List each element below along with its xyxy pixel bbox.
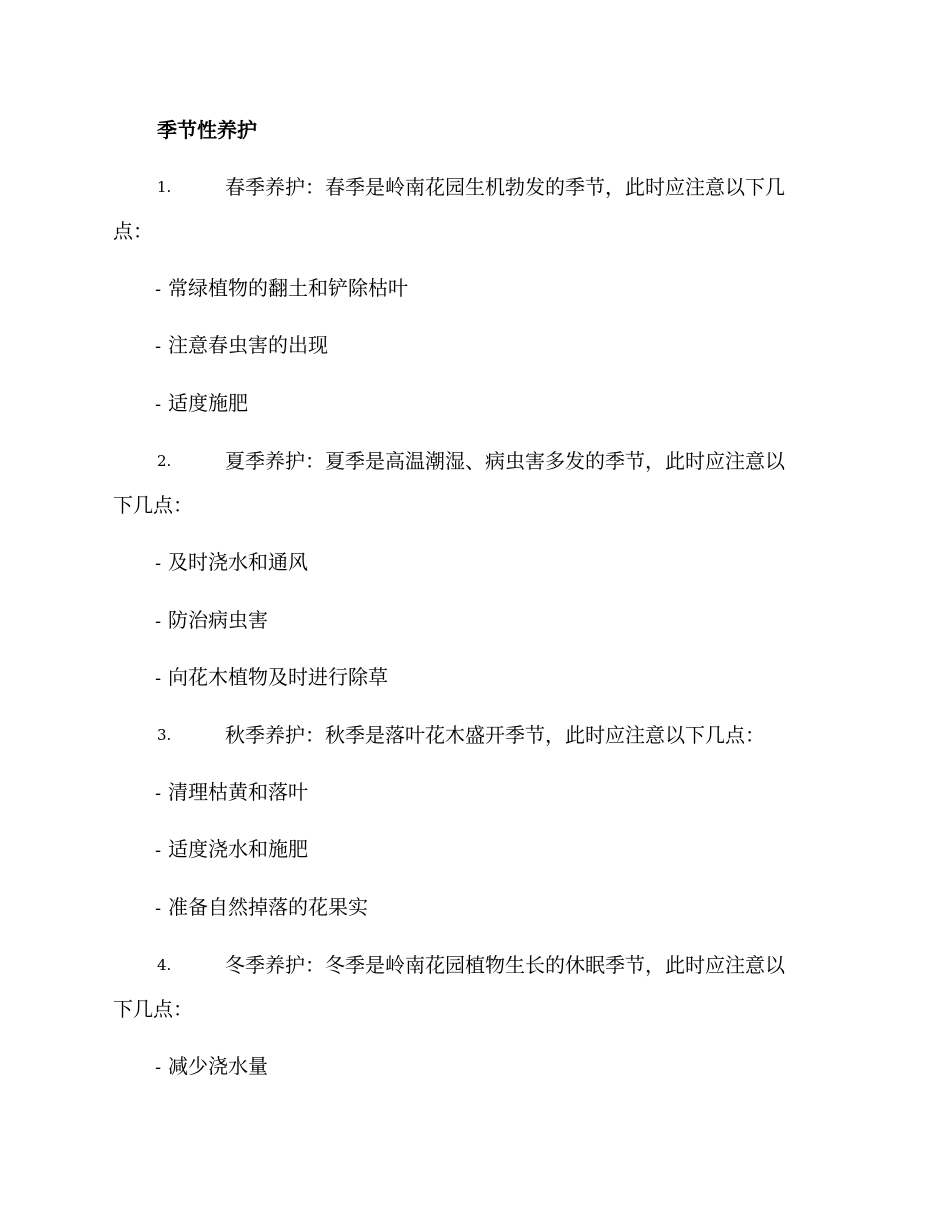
item-text-line-2: 点： xyxy=(113,219,153,243)
item-text-line-2: 下几点： xyxy=(113,493,193,517)
bullet-item xyxy=(155,274,408,304)
bullet-item xyxy=(155,389,248,419)
item-text-line-2: 下几点： xyxy=(113,997,193,1021)
bullet-text: 准备自然掉落的花果实 xyxy=(168,895,368,919)
bullet-item xyxy=(155,835,308,865)
bullet-text: 清理枯黄和落叶 xyxy=(168,780,308,804)
bullet-text: 减少浇水量 xyxy=(168,1054,268,1078)
bullet-item xyxy=(155,663,388,693)
bullet-marker: - xyxy=(155,612,162,632)
bullet-item xyxy=(155,548,308,578)
bullet-text: 常绿植物的翻土和铲除枯叶 xyxy=(168,276,408,300)
item-number: 4. xyxy=(157,956,172,974)
bullet-marker: - xyxy=(155,1058,162,1078)
bullet-item xyxy=(155,1052,268,1082)
bullet-item xyxy=(155,331,328,361)
bullet-marker: - xyxy=(155,784,162,804)
item-text-line-1: 夏季养护：夏季是高温潮湿、病虫害多发的季节，此时应注意以 xyxy=(225,449,785,473)
bullet-marker: - xyxy=(155,669,162,689)
bullet-marker: - xyxy=(155,841,162,861)
bullet-text: 注意春虫害的出现 xyxy=(168,333,328,357)
item-text-line-1: 春季养护：春季是岭南花园生机勃发的季节，此时应注意以下几 xyxy=(225,175,785,199)
bullet-text: 防治病虫害 xyxy=(168,608,268,632)
bullet-marker: - xyxy=(155,395,162,415)
item-number: 1. xyxy=(157,178,172,196)
bullet-text: 适度施肥 xyxy=(168,391,248,415)
bullet-marker: - xyxy=(155,554,162,574)
bullet-text: 向花木植物及时进行除草 xyxy=(168,665,388,689)
bullet-item xyxy=(155,893,368,923)
item-number: 2. xyxy=(157,452,172,470)
bullet-marker: - xyxy=(155,337,162,357)
bullet-item xyxy=(155,778,308,808)
bullet-text: 及时浇水和通风 xyxy=(168,550,308,574)
bullet-item xyxy=(155,606,268,636)
item-text-line-1: 冬季养护：冬季是岭南花园植物生长的休眠季节，此时应注意以 xyxy=(225,953,785,977)
numbered-item-1 xyxy=(113,165,838,253)
numbered-item-3 xyxy=(113,713,838,757)
bullet-text: 适度浇水和施肥 xyxy=(168,837,308,861)
numbered-item-4 xyxy=(113,943,838,1031)
bullet-marker: - xyxy=(155,280,162,300)
section-heading: 季节性养护 xyxy=(157,118,257,142)
item-text-line-1: 秋季养护：秋季是落叶花木盛开季节，此时应注意以下几点： xyxy=(225,723,765,747)
numbered-item-2 xyxy=(113,439,838,527)
bullet-marker: - xyxy=(155,899,162,919)
item-number: 3. xyxy=(157,726,172,744)
